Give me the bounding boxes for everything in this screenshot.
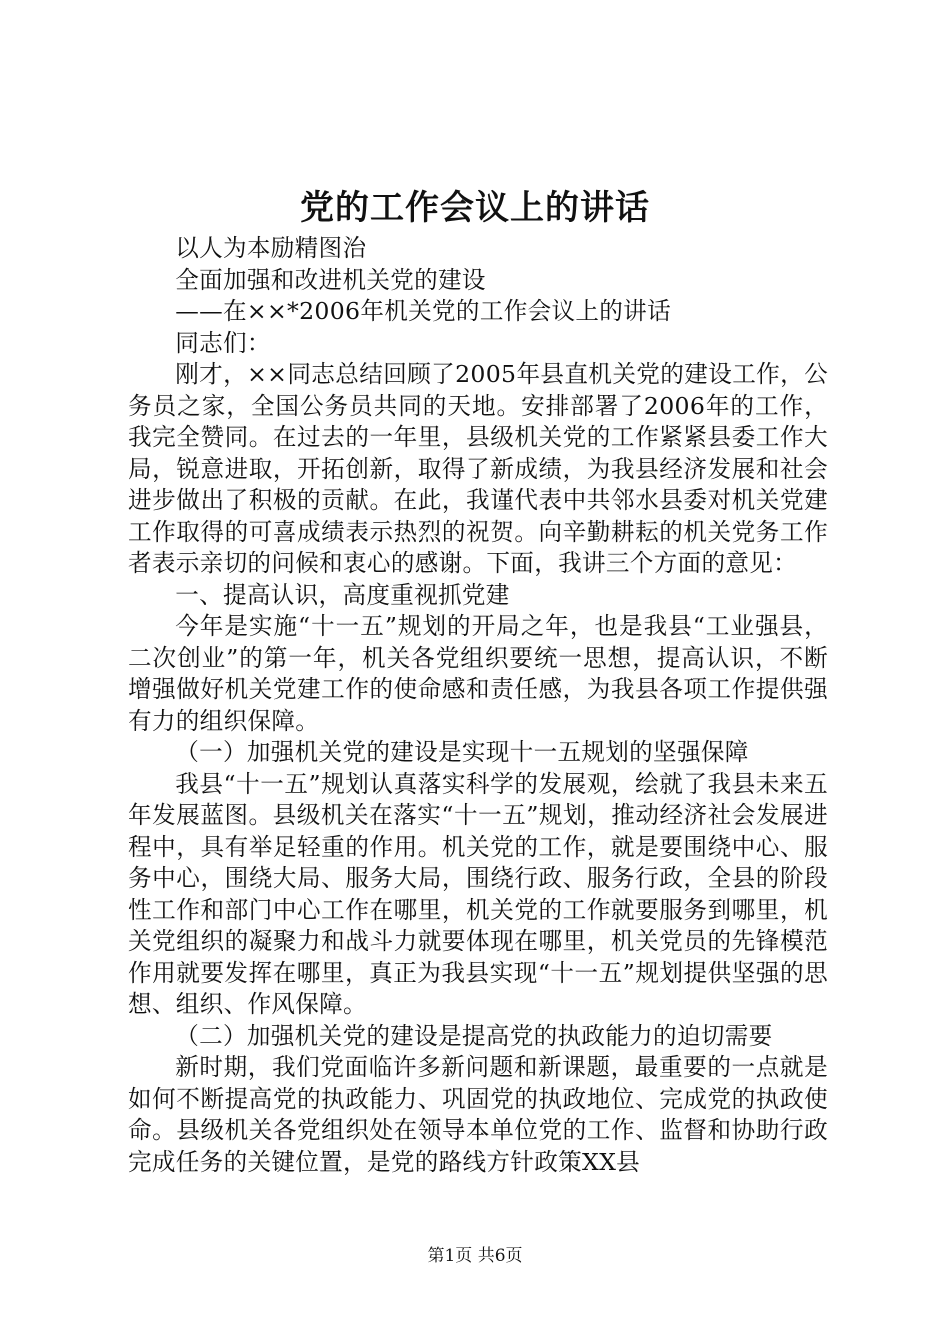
salutation: 同志们：	[175, 328, 271, 357]
body-paragraph: 新时期，我们党面临许多新问题和新课题，最重要的一点就是如何不断提高党的执政能力、巩固党的执政地位、完成党的执政使命。县级机关各党组织处在领导本单位党的工作、监督和协助行政完成任务的关键位置，是党的路线方针政策XX县	[128, 1053, 828, 1176]
body-paragraph: 今年是实施“十一五”规划的开局之年，也是我县“工业强县，二次创业”的第一年，机关各党组织要统一思想，提高认识，不断增强做好机关党建工作的使命感和责任感，为我县各项工作提供强有力的组织保障。	[128, 612, 828, 735]
subsection-heading: （一）加强机关党的建设是实现十一五规划的坚强保障	[175, 738, 749, 766]
document-title: 党的工作会议上的讲话	[300, 188, 650, 228]
subsection-heading: （二）加强机关党的建设是提高党的执政能力的迫切需要	[175, 1021, 773, 1050]
body-paragraph: 刚才，××同志总结回顾了2005年县直机关党的建设工作，公务员之家，全国公务员共同的天地。安排部署了2006年的工作，我完全赞同。在过去的一年里，县级机关党的工作紧紧县委工作大局，锐意进取，开拓创新，取得了新成绩，为我县经济发展和社会进步做出了积极的贡献。在此，我谨代表中共邻水县委对机关党建工作取得的可喜成绩表示热烈的祝贺。向辛勤耕耘的机关党务工作者表示亲切的问候和衷心的感谢。下面，我讲三个方面的意见：	[128, 360, 828, 577]
document-body	[128, 233, 828, 1178]
page-footer: 第1页 共6页	[427, 1246, 523, 1266]
subtitle-line-3: ——在××*2006年机关党的工作会议上的讲话	[175, 297, 671, 325]
subtitle-line-1: 以人为本励精图治	[175, 234, 367, 262]
body-paragraph: 我县“十一五”规划认真落实科学的发展观，绘就了我县未来五年发展蓝图。县级机关在落实“十一五”规划，推动经济社会发展进程中，具有举足轻重的作用。机关党的工作，就是要围绕中心、服务中心，围绕大局、服务大局，围绕行政、服务行政，全县的阶段性工作和部门中心工作在哪里，机关党的工作就要服务到哪里，机关党组织的凝聚力和战斗力就要体现在哪里，机关党员的先锋模范作用就要发挥在哪里，真正为我县实现“十一五”规划提供坚强的思想、组织、作风保障。	[128, 769, 828, 1018]
section-heading: 一、提高认识，高度重视抓党建	[175, 580, 510, 609]
subtitle-line-2: 全面加强和改进机关党的建设	[175, 265, 486, 294]
